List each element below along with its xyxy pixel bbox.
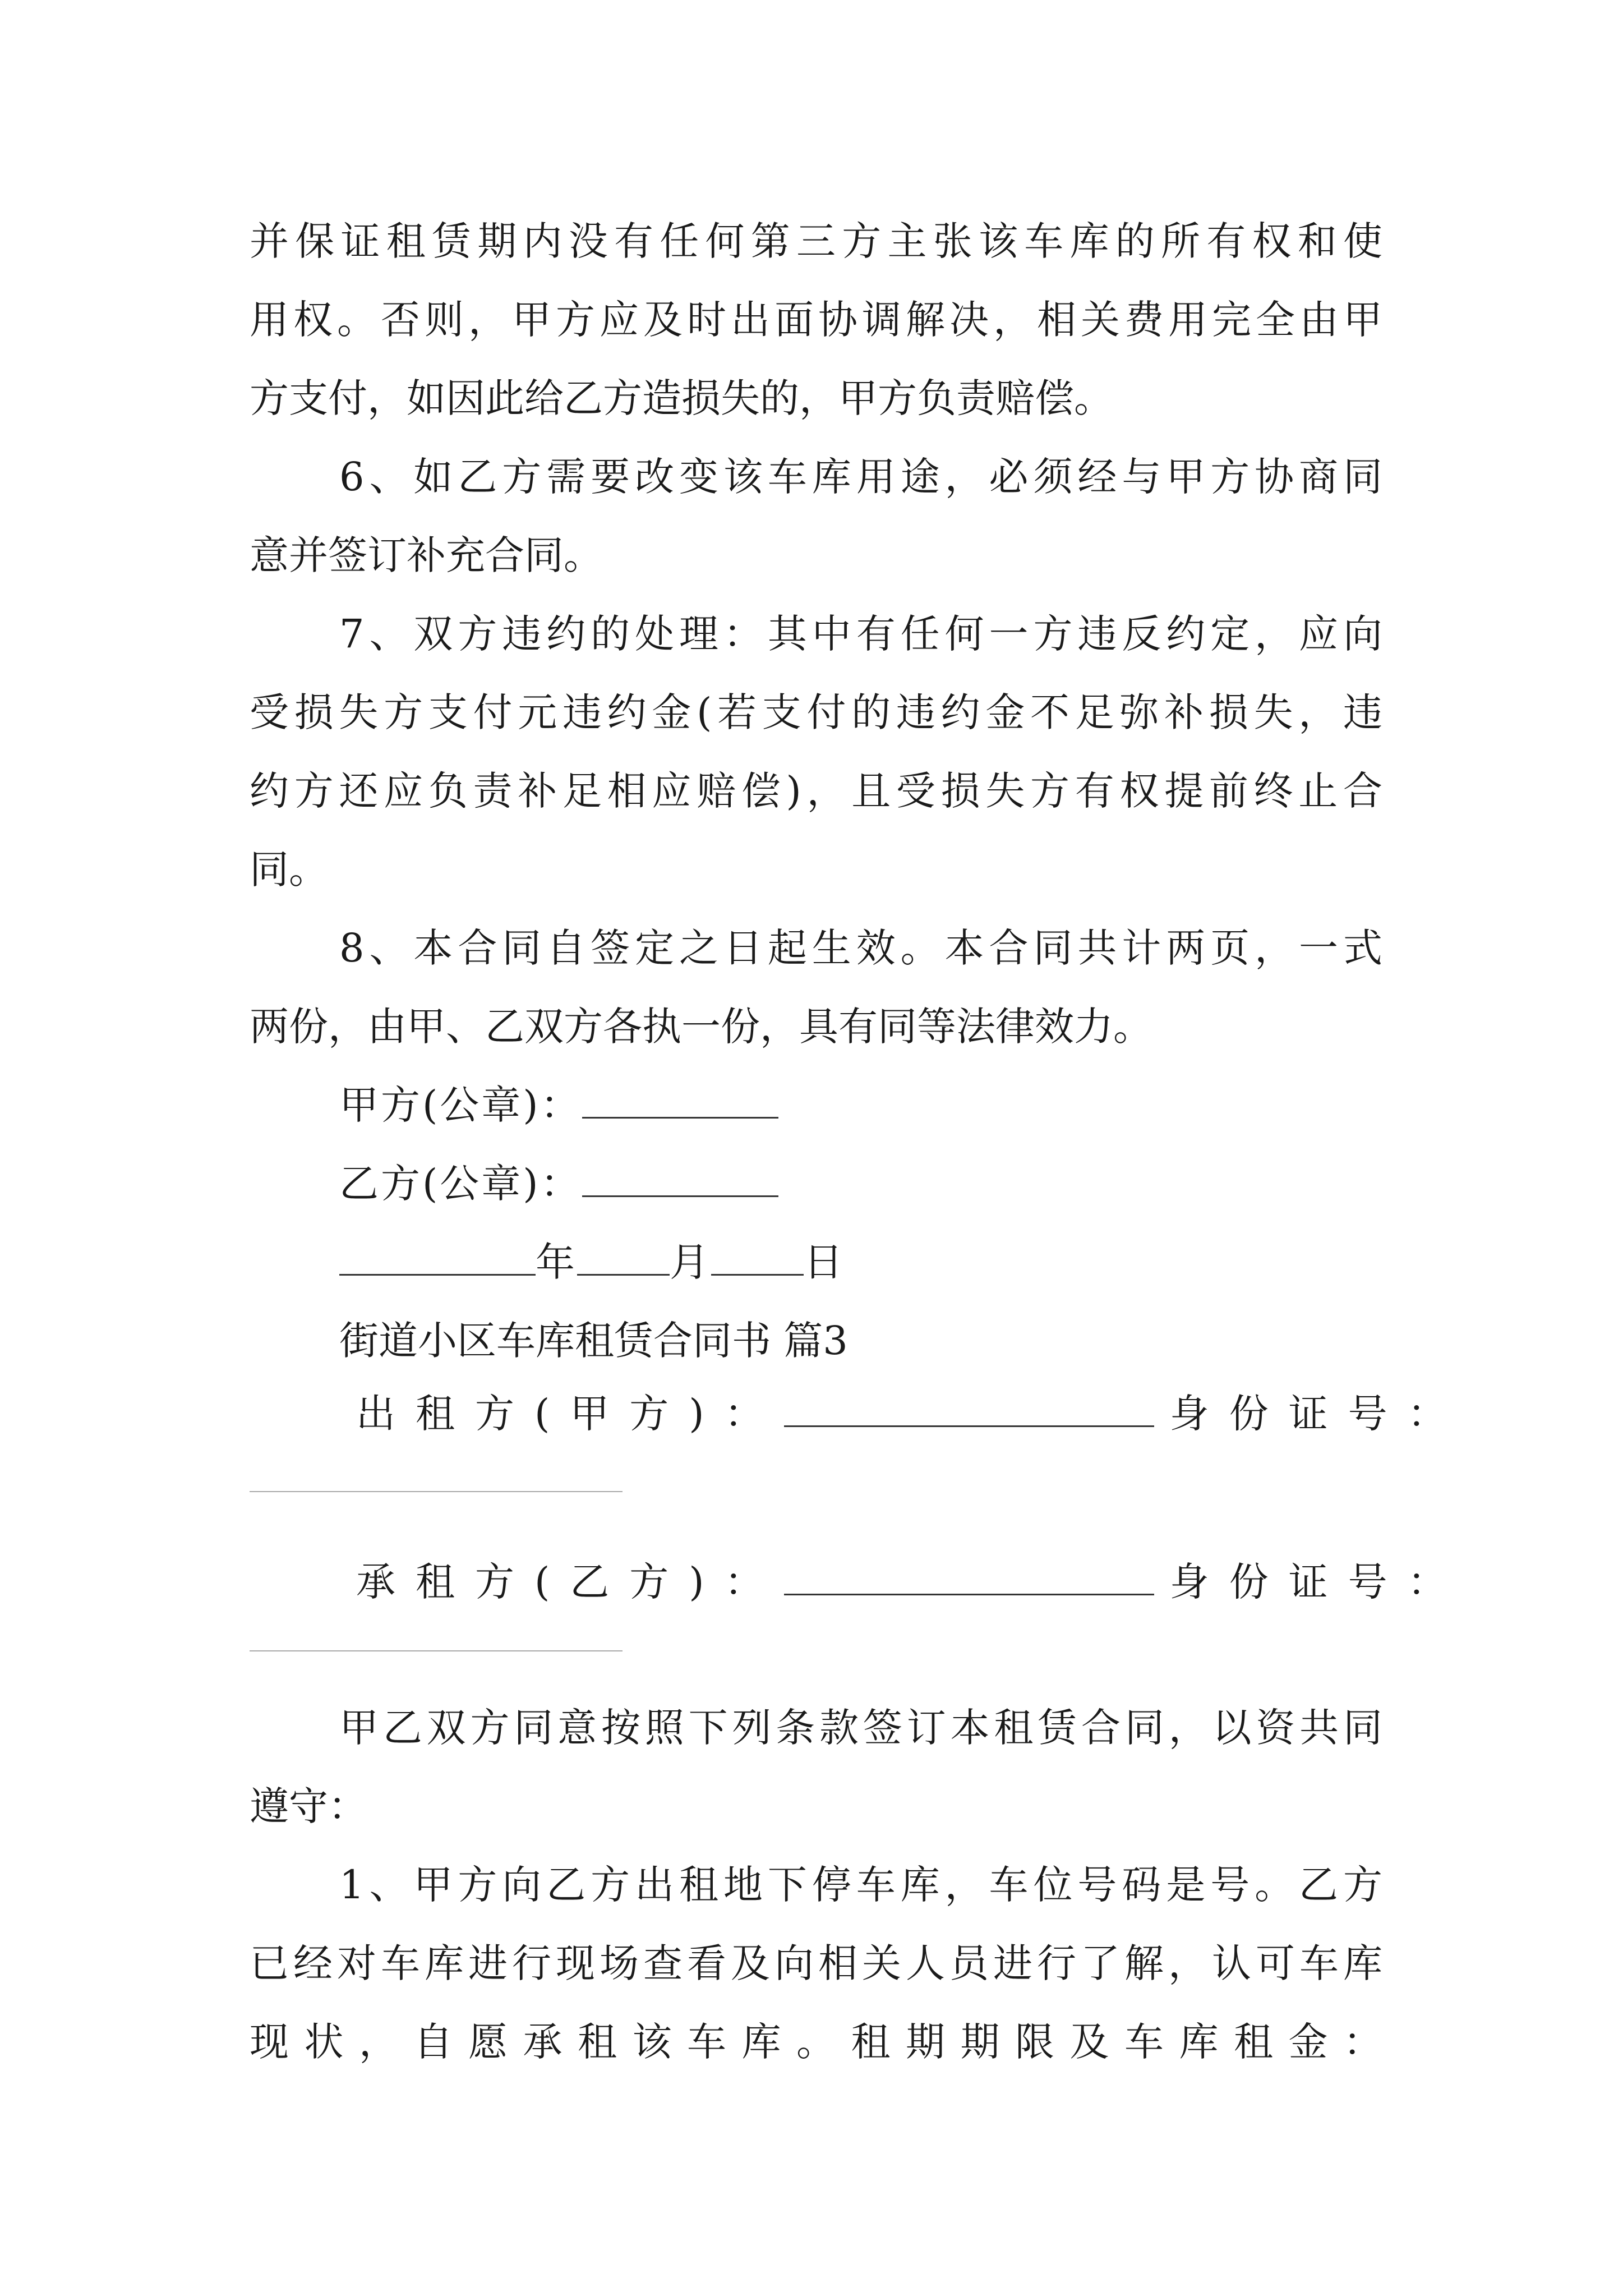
day-label: 日 xyxy=(804,1239,845,1285)
paragraph-line: 遵守： xyxy=(250,1783,367,1829)
lessee-id-blank xyxy=(250,1650,623,1651)
paragraph-line: 意并签订补充合同。 xyxy=(250,532,603,578)
clause-6-line: 6、如乙方需要改变该车库用途，必须经与甲方协商同 xyxy=(339,454,1382,500)
clause-7-line: 7、双方违约的处理：其中有任何一方违反约定，应向 xyxy=(339,611,1382,657)
clause-1-line: 1、甲方向乙方出租地下停车库，车位号码是号。乙方 xyxy=(339,1862,1382,1908)
party-b-seal-label: 乙方(公章)： xyxy=(339,1161,582,1207)
lessor-row xyxy=(356,1383,1467,1444)
date-row xyxy=(339,1231,845,1293)
day-blank xyxy=(711,1240,804,1276)
party-b-seal-row xyxy=(339,1153,778,1214)
paragraph-line: 并保证租赁期内没有任何第三方主张该车库的所有权和使 xyxy=(250,218,1382,264)
party-a-seal-row xyxy=(339,1074,778,1136)
lessee-row xyxy=(356,1551,1467,1613)
paragraph-line: 同。 xyxy=(250,846,328,892)
party-a-seal-label: 甲方(公章)： xyxy=(339,1082,582,1128)
paragraph-line: 已经对车库进行现场查看及向相关人员进行了解，认可车库 xyxy=(250,1940,1382,1986)
lessee-name-blank xyxy=(784,1560,1154,1595)
lessee-label: 承租方(乙方)： xyxy=(356,1559,784,1605)
year-blank xyxy=(339,1240,536,1276)
paragraph-line: 受损失方支付元违约金(若支付的违约金不足弥补损失，违 xyxy=(250,689,1382,735)
clause-8-line: 8、本合同自签定之日起生效。本合同共计两页，一式 xyxy=(339,925,1382,971)
lessor-id-label: 身份证号： xyxy=(1169,1391,1467,1437)
month-blank xyxy=(577,1240,670,1276)
lessor-label: 出租方(甲方)： xyxy=(356,1391,784,1437)
preamble-line: 甲乙双方同意按照下列条款签订本租赁合同，以资共同 xyxy=(339,1705,1382,1751)
lessor-name-blank xyxy=(784,1392,1154,1427)
party-a-seal-blank xyxy=(582,1083,778,1119)
lessee-id-label: 身份证号： xyxy=(1169,1559,1467,1605)
month-label: 月 xyxy=(670,1239,711,1285)
lessor-id-blank xyxy=(250,1491,623,1492)
section-title: 街道小区车库租赁合同书 篇3 xyxy=(339,1318,848,1364)
party-b-seal-blank xyxy=(582,1162,778,1197)
paragraph-line: 用权。否则，甲方应及时出面协调解决，相关费用完全由甲 xyxy=(250,297,1382,343)
paragraph-line: 现状，自愿承租该车库。租期期限及车库租金： xyxy=(250,2019,1382,2065)
paragraph-line: 约方还应负责补足相应赔偿)，且受损失方有权提前终止合 xyxy=(250,768,1382,814)
paragraph-line: 方支付，如因此给乙方造损失的，甲方负责赔偿。 xyxy=(250,375,1113,421)
paragraph-line: 两份，由甲、乙双方各执一份，具有同等法律效力。 xyxy=(250,1004,1152,1050)
year-label: 年 xyxy=(536,1239,577,1285)
